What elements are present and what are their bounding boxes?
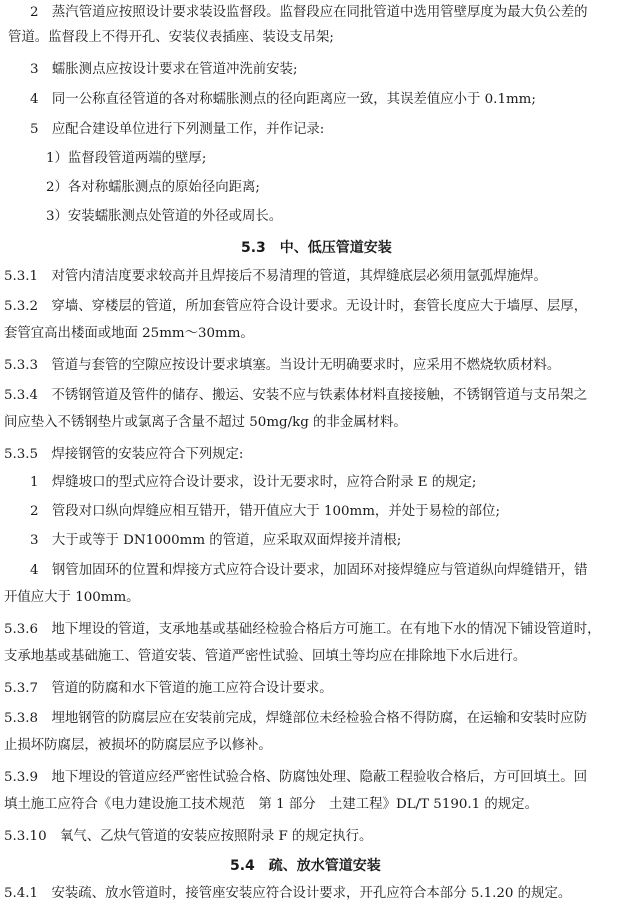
text-line: 5.3.4 不锈钢管道及管件的储存、搬运、安装不应与铁素体材料直接接触，不锈钢管道与支吊架之 [4,388,588,403]
text-line: 3）安装蠕胀测点处管道的外径或周长。 [46,209,283,224]
text-line: 管道。监督段上不得开孔、安装仪表插座、装设支吊架; [8,30,334,45]
text-line: 5.3.7 管道的防腐和水下管道的施工应符合设计要求。 [4,681,333,696]
text-line: 1）监督段管道两端的壁厚; [46,151,207,166]
text-line: 止损坏防腐层，被损坏的防腐层应予以修补。 [4,738,272,753]
text-line: 5.3.9 地下埋设的管道应经严密性试验合格、防腐蚀处理、隐蔽工程验收合格后，方可回填土。回 [4,770,588,785]
text-line: 开值应大于 100mm。 [4,590,140,605]
text-line: 5.3.8 埋地钢管的防腐层应在安装前完成，焊缝部位未经检验合格不得防腐，在运输和安装时应防 [4,711,588,726]
text-line: 2 蒸汽管道应按照设计要求装设监督段。监督段应在同批管道中选用管壁厚度为最大负公差的 [30,5,588,20]
text-line: 4 同一公称直径管道的各对称蠕胀测点的径向距离应一致，其误差值应小于 0.1mm; [30,92,536,107]
text-line: 5.3.5 焊接钢管的安装应符合下列规定: [4,447,244,462]
text-line: 套管宜高出楼面或地面 25mm～30mm。 [4,326,254,341]
text-line: 3 蠕胀测点应按设计要求在管道冲洗前安装; [30,62,298,77]
text-line: 2）各对称蠕胀测点的原始径向距离; [46,180,260,195]
text-line: 5.3.6 地下埋设的管道，支承地基或基础经检验合格后方可施工。在有地下水的情况下铺设管道时， [4,622,601,637]
text-line: 5.3.10 氧气、乙炔气管道的安装应按照附录 F 的规定执行。 [4,829,373,844]
text-line: 3 大于或等于 DN1000mm 的管道，应采取双面焊接并清根; [30,533,402,548]
text-line: 填土施工应符合《电力建设施工技术规范 第 1 部分 土建工程》DL/T 5190.1 的规定。 [4,797,538,812]
text-line: 5.3.2 穿墙、穿楼层的管道，所加套管应符合设计要求。无设计时，套管长度应大于墙厚、层厚， [4,299,588,314]
text-line: 支承地基或基础施工、管道安装、管道严密性试验、回填土等均应在排除地下水后进行。 [4,649,527,664]
text-line: 间应垫入不锈钢垫片或氯离子含量不超过 50mg/kg 的非金属材料。 [4,415,407,430]
text-line: 4 钢管加固环的位置和焊接方式应符合设计要求，加固环对接焊缝应与管道纵向焊缝错开，错 [30,563,588,578]
text-line: 5 应配合建设单位进行下列测量工作，并作记录: [30,122,325,137]
text-line: 5.3.3 管道与套管的空隙应按设计要求填塞。当设计无明确要求时，应采用不燃烧软质材料。 [4,358,561,373]
section-heading: 5.3 中、低压管道安装 [241,240,392,256]
text-line: 2 管段对口纵向焊缝应相互错开，错开值应大于 100mm，并处于易检的部位; [30,504,500,519]
text-line: 1 焊缝坡口的型式应符合设计要求，设计无要求时，应符合附录 E 的规定; [30,475,477,490]
text-line: 5.3.1 对管内清洁度要求较高并且焊接后不易清理的管道，其焊缝底层必须用氩弧焊施焊。 [4,269,547,284]
text-line: 5.4.1 安装疏、放水管道时，接管座安装应符合设计要求，开孔应符合本部分 5.1.20 的规定。 [4,886,572,901]
section-heading: 5.4 疏、放水管道安装 [230,858,381,874]
